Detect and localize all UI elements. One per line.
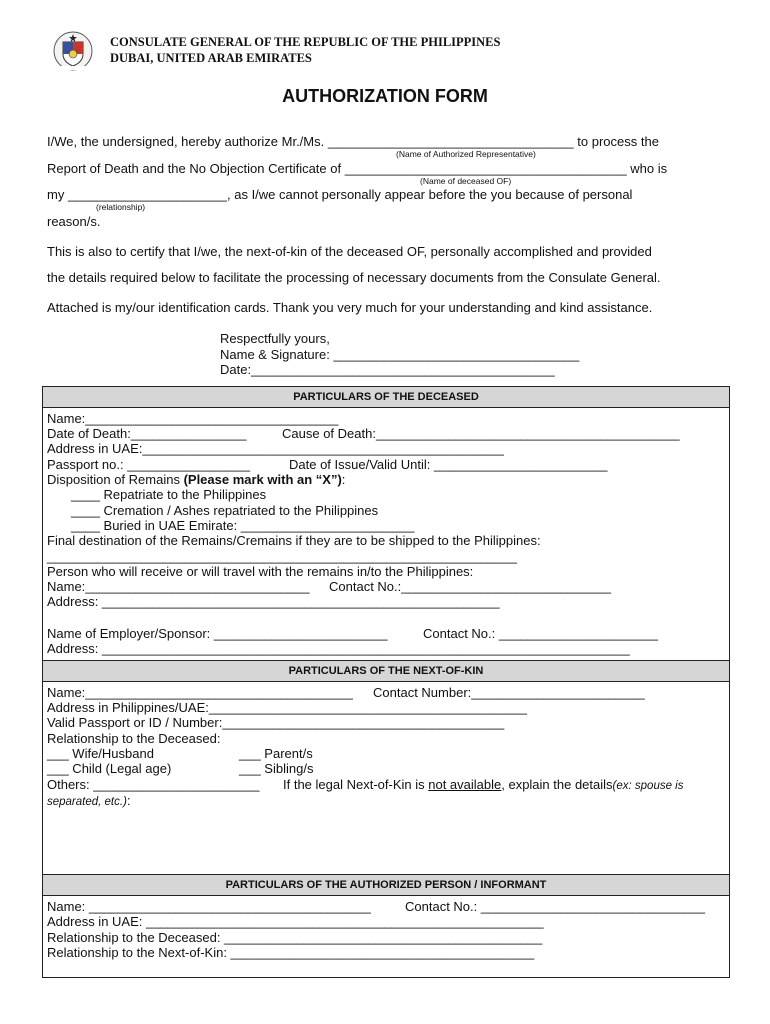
- receiver-name-field[interactable]: Name:_______________________________: [47, 579, 310, 594]
- employer-name-field[interactable]: Name of Employer/Sponsor: ________________________: [47, 626, 388, 641]
- option-wife-husband[interactable]: ___ Wife/Husband: [47, 746, 154, 761]
- option-buried[interactable]: ____ Buried in UAE Emirate: ________________________: [71, 518, 415, 533]
- final-destination-field[interactable]: _________________________________________________________________: [47, 549, 517, 564]
- disposition-label: [47, 472, 345, 487]
- option-parents[interactable]: ___ Parent/s: [239, 746, 313, 761]
- disposition-instruction: (Please mark with an “X”): [183, 472, 342, 487]
- section-heading-deceased: PARTICULARS OF THE DECEASED: [43, 386, 729, 408]
- receiver-contact-field[interactable]: Contact No.:_____________________________: [329, 579, 611, 594]
- informant-address-field[interactable]: Address in UAE: _______________________________________________________: [47, 914, 544, 929]
- disposition-colon: :: [341, 472, 346, 487]
- kin-name-field[interactable]: Name:_____________________________________: [47, 685, 353, 700]
- note-not-available: not available: [428, 777, 502, 792]
- receiver-address-field[interactable]: Address: _______________________________________________________: [47, 594, 500, 609]
- passport-no-field[interactable]: Passport no.: _________________: [47, 457, 251, 472]
- kin-address-field[interactable]: Address in Philippines/UAE:____________________________________________: [47, 700, 527, 715]
- employer-contact-field[interactable]: Contact No.: ______________________: [423, 626, 658, 641]
- section-heading-informant: PARTICULARS OF THE AUTHORIZED PERSON / INFORMANT: [43, 874, 729, 896]
- option-child[interactable]: ___ Child (Legal age): [47, 761, 172, 776]
- particulars-form: [42, 386, 730, 978]
- intro-line-1: I/We, the undersigned, hereby authorize Mr./Ms. __________________________________ to process the: [47, 134, 659, 149]
- note-example-end: separated, etc.): [47, 796, 127, 808]
- deceased-name-field[interactable]: Name:___________________________________: [47, 411, 339, 426]
- note-text-c: , explain the details: [501, 777, 613, 792]
- consulate-name: CONSULATE GENERAL OF THE REPUBLIC OF THE PHILIPPINES: [110, 35, 501, 49]
- receiver-label: Person who will receive or will travel with the remains in/to the Philippines:: [47, 564, 474, 579]
- section-heading-next-of-kin: PARTICULARS OF THE NEXT-OF-KIN: [43, 660, 729, 682]
- date-field[interactable]: Date:__________________________________________: [220, 362, 555, 377]
- hint-relationship: (relationship): [96, 202, 146, 212]
- certify-line-2: the details required below to facilitate the processing of necessary documents from the Consulate General.: [47, 270, 661, 285]
- consulate-location: DUBAI, UNITED ARAB EMIRATES: [110, 51, 312, 65]
- employer-address-field[interactable]: Address: _________________________________________________________________________: [47, 641, 630, 656]
- note-example-colon: :: [126, 793, 131, 808]
- kin-others-field[interactable]: Others: _______________________: [47, 777, 260, 792]
- cause-of-death-field[interactable]: Cause of Death:__________________________________________: [282, 426, 680, 441]
- kin-example-continued: [47, 793, 131, 810]
- kin-relationship-label: Relationship to the Deceased:: [47, 731, 221, 746]
- informant-contact-field[interactable]: Contact No.: _______________________________: [405, 899, 705, 914]
- informant-name-field[interactable]: Name: _______________________________________: [47, 899, 371, 914]
- respectfully-yours: Respectfully yours,: [220, 331, 330, 346]
- kin-not-available-note: [283, 777, 683, 794]
- date-of-issue-field[interactable]: Date of Issue/Valid Until: ________________________: [289, 457, 608, 472]
- hint-deceased: (Name of deceased OF): [420, 176, 512, 186]
- deceased-address-field[interactable]: Address in UAE:__________________________________________________: [47, 441, 504, 456]
- note-text-a: If the legal Next-of-Kin is: [283, 777, 429, 792]
- intro-line-4: reason/s.: [47, 214, 101, 229]
- option-repatriate[interactable]: ____ Repatriate to the Philippines: [71, 487, 267, 502]
- informant-rel-deceased-field[interactable]: Relationship to the Deceased: ____________________________________________: [47, 930, 543, 945]
- kin-contact-field[interactable]: Contact Number:________________________: [373, 685, 645, 700]
- option-cremation[interactable]: ____ Cremation / Ashes repatriated to the Philippines: [71, 503, 379, 518]
- intro-line-2: Report of Death and the No Objection Certificate of _______________________________________ who is: [47, 161, 668, 176]
- informant-rel-kin-field[interactable]: Relationship to the Next-of-Kin: __________________________________________: [47, 945, 535, 960]
- certify-line-1: This is also to certify that I/we, the next-of-kin of the deceased OF, personally accomplished and provided: [47, 244, 652, 259]
- final-destination-label: Final destination of the Remains/Cremains if they are to be shipped to the Philippines:: [47, 533, 541, 548]
- disposition-text: Disposition of Remains: [47, 472, 184, 487]
- consulate-seal-icon: [52, 30, 94, 72]
- option-siblings[interactable]: ___ Sibling/s: [239, 761, 314, 776]
- note-example: (ex: spouse is: [612, 780, 684, 792]
- intro-line-3: my ______________________, as I/we cannot personally appear before the you because of personal: [47, 187, 633, 202]
- name-signature-field[interactable]: Name & Signature: __________________________________: [220, 347, 580, 362]
- page-title: AUTHORIZATION FORM: [282, 86, 488, 106]
- date-of-death-field[interactable]: Date of Death:________________: [47, 426, 247, 441]
- hint-representative: (Name of Authorized Representative): [396, 149, 536, 159]
- attached-ids-line: Attached is my/our identification cards. Thank you very much for your understanding and kind assistance.: [47, 300, 653, 315]
- kin-passport-field[interactable]: Valid Passport or ID / Number:_______________________________________: [47, 715, 505, 730]
